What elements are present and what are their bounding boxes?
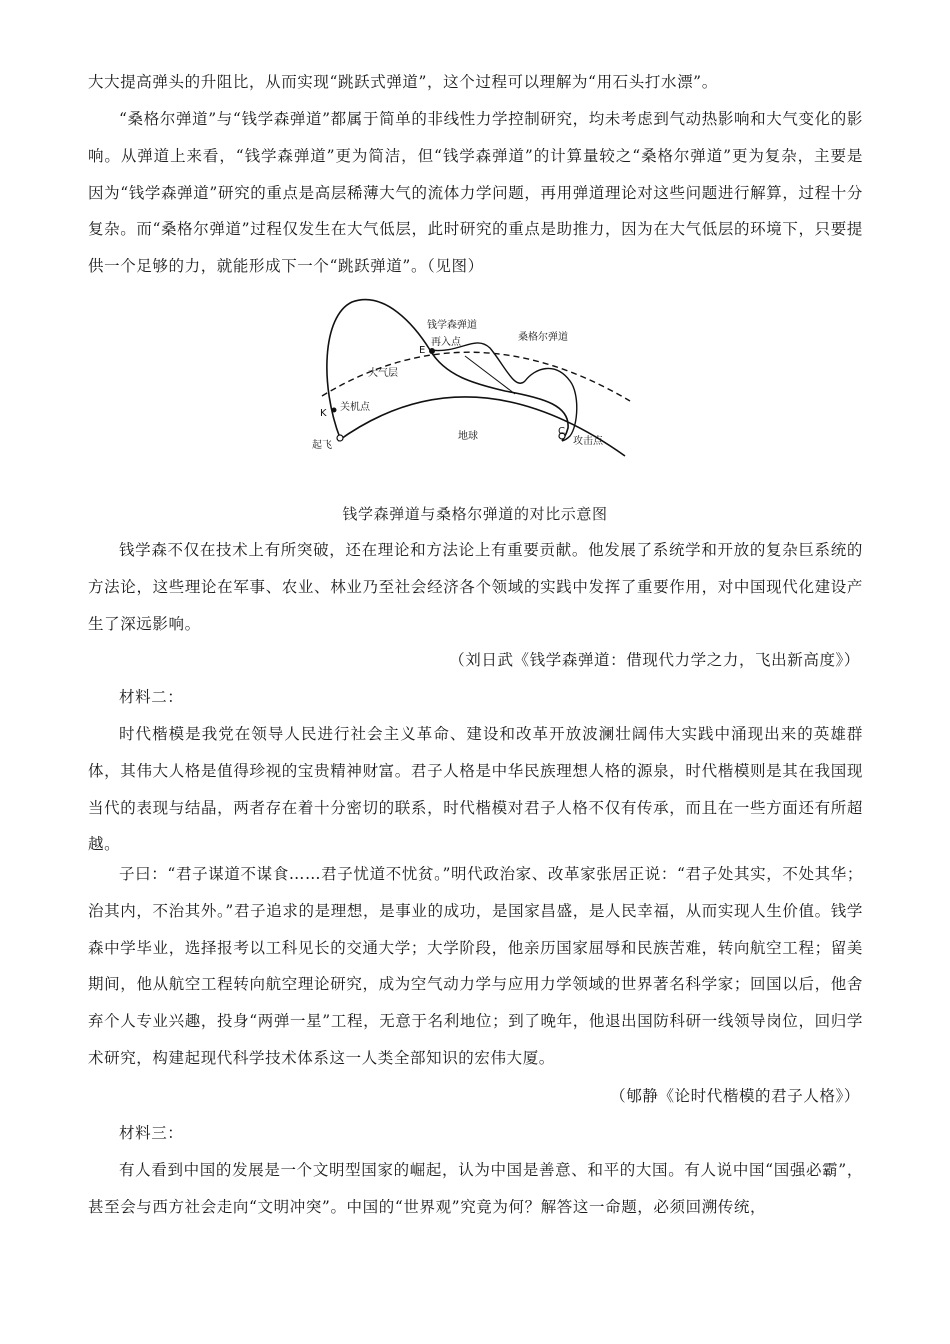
label-k: K: [320, 408, 327, 419]
figure-caption: 钱学森弹道与桑格尔弹道的对比示意图: [342, 505, 608, 523]
leader-line: [465, 356, 515, 394]
paragraph-4: 时代楷模是我党在领导人民进行社会主义革命、建设和改革开放波澜壮阔伟大实践中涌现出来的英雄群体，其伟大人格是值得珍视的宝贵精神财富。君子人格是中华民族理想人格的源泉，时代楷模则是其在我国现当代的表现与结晶，两者存在着十分密切的联系，时代楷模对君子人格不仅有传承，而且在一些方面还有所超越。: [88, 725, 863, 854]
label-earth: 地球: [458, 431, 478, 442]
paragraph-2: “桑格尔弹道”与“钱学森弹道”都属于简单的非线性力学控制研究，均未考虑到气动热影响和大气变化的影响。从弹道上来看，“钱学森弹道”更为简洁，但“钱学森弹道”的计算量较之“桑格尔弹道”更为复杂，主要是因为“钱学森弹道”研究的重点是高层稀薄大气的流体力学问题，再用弹道理论对这些问题进行解算，过程十分复杂。而“桑格尔弹道”过程仅发生在大气低层，此时研究的重点是助推力，因为在大气低层的环境下，只要提供一个足够的力，就能形成下一个“跳跃弹道”。（见图）: [88, 110, 863, 276]
label-e: E: [419, 345, 426, 356]
label-takeoff: 起飞: [312, 440, 332, 451]
earth-surface-line: [338, 397, 625, 456]
label-qian-trajectory: 钱学森弹道: [427, 320, 477, 331]
label-shutdown-point: 关机点: [340, 402, 370, 413]
label-atmosphere: 大气层: [368, 368, 398, 379]
source-citation-2: （郇静《论时代楷模的君子人格》）: [610, 1087, 860, 1105]
source-citation-1: （刘日武《钱学森弹道：借现代力学之力，飞出新高度》）: [449, 651, 860, 669]
trajectory-diagram: [300, 296, 640, 468]
material-two-label: 材料二：: [119, 688, 184, 706]
label-c: C: [558, 426, 565, 437]
takeoff-point-marker: [337, 435, 343, 441]
label-strike-point: 攻击点: [573, 436, 603, 447]
material-three-label: 材料三：: [119, 1124, 184, 1142]
paragraph-1: 大大提高弹头的升阻比，从而实现“跳跃式弹道”，这个过程可以理解为“用石头打水漂”。: [88, 73, 718, 91]
reentry-point-marker: [429, 348, 435, 354]
paragraph-5: 子曰：“君子谋道不谋食……君子忧道不忧贫。”明代政治家、改革家张居正说：“君子处其实，不处其华；治其内，不治其外。”君子追求的是理想，是事业的成功，是国家昌盛，是人民幸福，从而实现人生价值。钱学森中学毕业，选择报考以工科见长的交通大学；大学阶段，他亲历国家屈辱和民族苦难，转向航空工程；留美期间，他从航空工程转向航空理论研究，成为空气动力学与应用力学领域的世界著名科学家；回国以后，他舍弃个人专业兴趣，投身“两弹一星”工程，无意于名利地位；到了晚年，他退出国防科研一线领导岗位，回归学术研究，构建起现代科学技术体系这一人类全部知识的宏伟大厦。: [88, 865, 863, 1067]
sanger-trajectory-line: [430, 343, 577, 441]
label-sanger-trajectory: 桑格尔弹道: [518, 332, 568, 343]
paragraph-6: 有人看到中国的发展是一个文明型国家的崛起，认为中国是善意、和平的大国。有人说中国“国强必霸”，甚至会与西方社会走向“文明冲突”。中国的“世界观”究竟为何？解答这一命题，必须回溯传统，: [88, 1161, 863, 1216]
shutdown-point-marker: [332, 408, 337, 413]
paragraph-3: 钱学森不仅在技术上有所突破，还在理论和方法论上有重要贡献。他发展了系统学和开放的复杂巨系统的方法论，这些理论在军事、农业、林业乃至社会经济各个领域的实践中发挥了重要作用，对中国现代化建设产生了深远影响。: [88, 541, 863, 633]
label-reentry-point: 再入点: [431, 337, 461, 348]
